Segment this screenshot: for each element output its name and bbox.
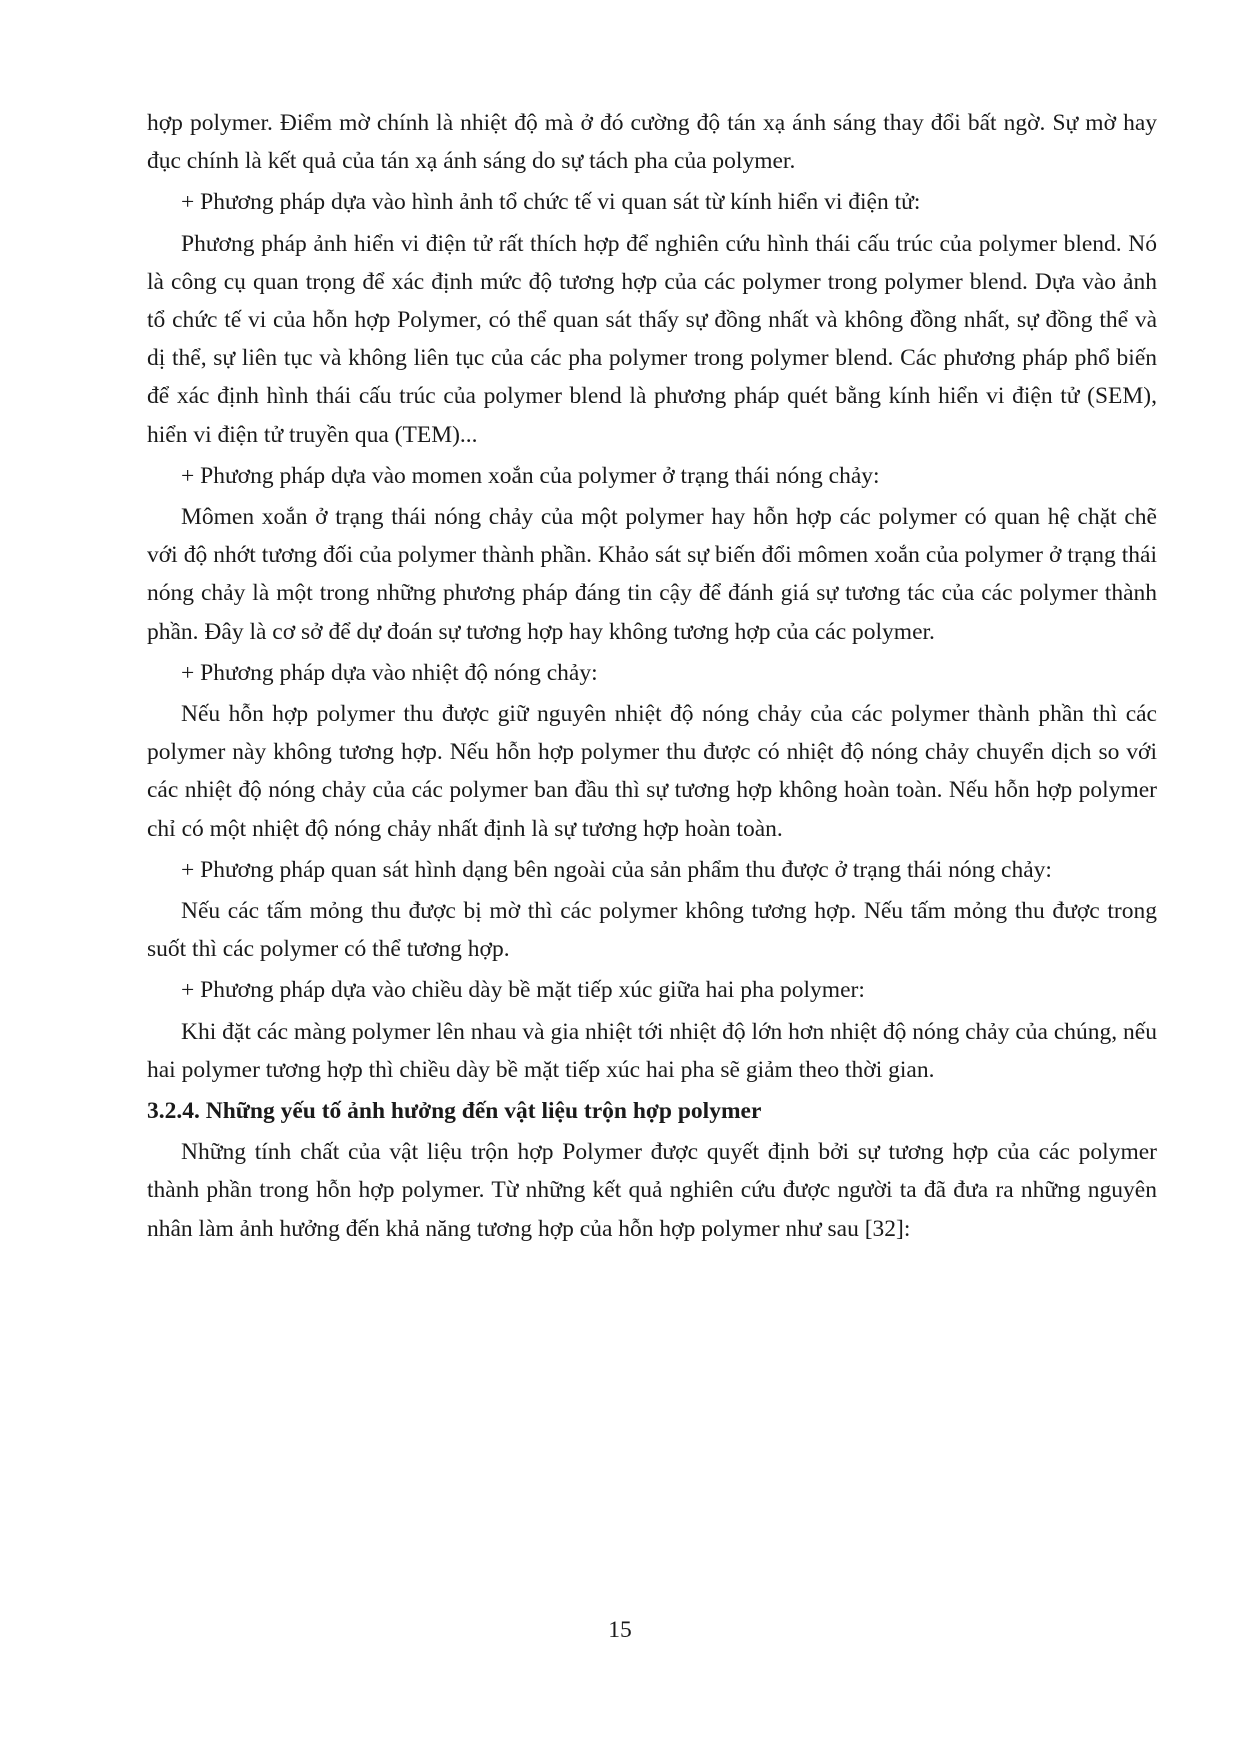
paragraph-electron-microscope: Phương pháp ảnh hiển vi điện tử rất thích hợp để nghiên cứu hình thái cấu trúc của polymer blend. Nó là công cụ quan trọng để xác định mức độ tương hợp của các polymer trong polymer blend. Dựa vào ảnh tổ chức tế vi của hỗn hợp Polymer, có thể quan sát thấy sự đồng nhất và không đồng nhất, sự đồng thể và dị thể, sự liên tục và không liên tục của các pha polymer trong polymer blend. Các phương pháp phổ biến để xác định hình thái cấu trúc của polymer blend là phương pháp quét bằng kính hiển vi điện tử (SEM), hiển vi điện tử truyền qua (TEM)...	[147, 230, 1157, 448]
document-page	[147, 104, 1157, 1251]
page-number: 15	[608, 1617, 632, 1643]
paragraph-melting-point: Nếu hỗn hợp polymer thu được giữ nguyên nhiệt độ nóng chảy của các polymer thành phần thì các polymer này không tương hợp. Nếu hỗn hợp polymer thu được có nhiệt độ nóng chảy chuyển dịch so với các nhiệt độ nóng chảy của các polymer ban đầu thì sự tương hợp không hoàn toàn. Nếu hỗn hợp polymer chỉ có một nhiệt độ nóng chảy nhất định là sự tương hợp hoàn toàn.	[147, 701, 1157, 842]
method-heading-electron-microscope: + Phương pháp dựa vào hình ảnh tổ chức tế vi quan sát từ kính hiển vi điện tử:	[181, 189, 921, 216]
method-heading-interface-thickness: + Phương pháp dựa vào chiều dày bề mặt tiếp xúc giữa hai pha polymer:	[181, 977, 865, 1004]
method-heading-appearance: + Phương pháp quan sát hình dạng bên ngoài của sản phẩm thu được ở trạng thái nóng chảy:	[181, 856, 1052, 883]
paragraph-interface-thickness: Khi đặt các màng polymer lên nhau và gia nhiệt tới nhiệt độ lớn hơn nhiệt độ nóng chảy của chúng, nếu hai polymer tương hợp thì chiều dày bề mặt tiếp xúc hai pha sẽ giảm theo thời gian.	[147, 1018, 1157, 1083]
paragraph-appearance: Nếu các tấm mỏng thu được bị mờ thì các polymer không tương hợp. Nếu tấm mỏng thu được trong suốt thì các polymer có thể tương hợp.	[147, 898, 1157, 963]
method-heading-torque: + Phương pháp dựa vào momen xoắn của polymer ở trạng thái nóng chảy:	[181, 462, 880, 489]
section-heading: 3.2.4. Những yếu tố ảnh hưởng đến vật liệu trộn hợp polymer	[147, 1098, 762, 1125]
paragraph-continuation: hợp polymer. Điểm mờ chính là nhiệt độ mà ở đó cường độ tán xạ ánh sáng thay đổi bất ngờ. Sự mờ hay đục chính là kết quả của tán xạ ánh sáng do sự tách pha của polymer.	[147, 110, 1157, 175]
paragraph-torque: Mômen xoắn ở trạng thái nóng chảy của một polymer hay hỗn hợp các polymer có quan hệ chặt chẽ với độ nhớt tương đối của polymer thành phần. Khảo sát sự biến đổi mômen xoắn của polymer ở trạng thái nóng chảy là một trong những phương pháp đáng tin cậy để đánh giá sự tương tác của các polymer thành phần. Đây là cơ sở để dự đoán sự tương hợp hay không tương hợp của các polymer.	[147, 504, 1157, 645]
paragraph-factors-intro: Những tính chất của vật liệu trộn hợp Polymer được quyết định bởi sự tương hợp của các polymer thành phần trong hỗn hợp polymer. Từ những kết quả nghiên cứu được người ta đã đưa ra những nguyên nhân làm ảnh hưởng đến khả năng tương hợp của hỗn hợp polymer như sau [32]:	[147, 1139, 1157, 1242]
method-heading-melting-point: + Phương pháp dựa vào nhiệt độ nóng chảy:	[181, 659, 598, 686]
